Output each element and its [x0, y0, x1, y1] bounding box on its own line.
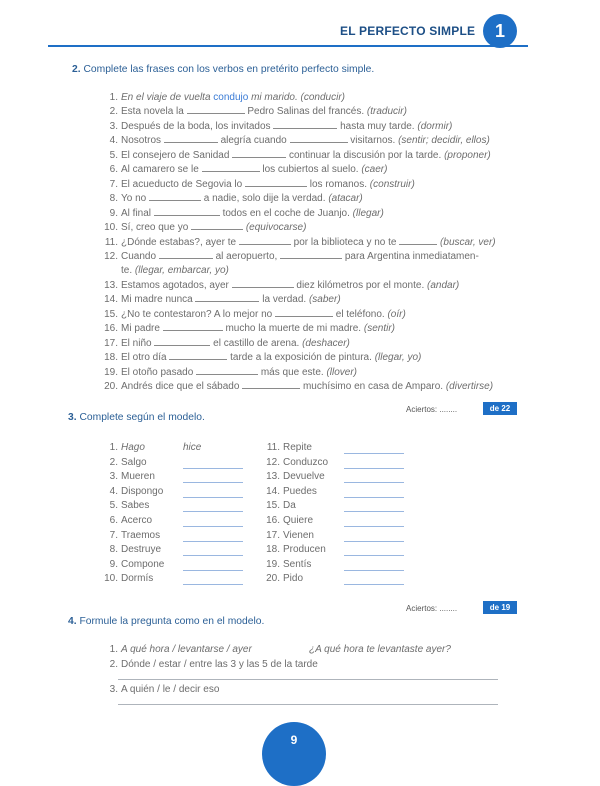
item-text: alegría cuando — [217, 135, 290, 147]
item-number: 6. — [109, 515, 118, 526]
verb-form: Sentís — [283, 558, 312, 570]
item-text: Estamos agotados, ayer — [121, 279, 232, 291]
exercise-2-item — [100, 207, 384, 221]
exercise-2-item — [100, 264, 229, 278]
verb-form: Destruye — [121, 544, 162, 556]
exercise-2-item — [100, 105, 407, 119]
exercise-3-item — [100, 456, 147, 470]
verb-form: Vienen — [283, 529, 314, 541]
answer-blank[interactable] — [154, 337, 210, 346]
item-text: Al final — [121, 207, 154, 219]
item-text: Mi padre — [121, 323, 163, 335]
answer-blank[interactable] — [169, 351, 227, 360]
item-text: El acueducto de Segovia lo — [121, 178, 245, 190]
exercise-2-item — [100, 178, 415, 192]
item-number: 20. — [104, 381, 118, 392]
verb-form: Pido — [283, 573, 304, 585]
item-number: 1. — [109, 442, 118, 453]
item-number: 6. — [109, 164, 118, 176]
item-number: 15. — [266, 500, 280, 512]
answer-blank[interactable] — [183, 511, 243, 512]
exercise-3-item — [100, 441, 145, 455]
verb-form: Puedes — [283, 485, 317, 497]
verb-form: Devuelve — [283, 471, 325, 483]
answer-blank[interactable] — [273, 120, 337, 129]
answer-blank[interactable] — [183, 555, 243, 556]
item-number: 11. — [266, 442, 280, 453]
exercise-2-item — [100, 236, 496, 250]
exercise-2-item — [100, 351, 421, 365]
item-text: En el viaje de vuelta — [121, 92, 214, 103]
exercise-3-item — [262, 558, 311, 572]
exercise-2-item — [100, 91, 345, 105]
exercise-3-item — [262, 485, 317, 499]
answer-line[interactable] — [118, 704, 498, 705]
item-text: hasta muy tarde. — [337, 120, 418, 132]
item-number: 9. — [109, 558, 118, 570]
answer-blank[interactable] — [344, 526, 404, 527]
verb-hint: (equivocarse) — [245, 222, 307, 234]
item-text: Sí, creo que yo — [121, 222, 192, 234]
exercise-2-item — [100, 149, 491, 163]
item-text: el castillo de arena. — [210, 337, 303, 349]
answer-blank[interactable] — [195, 293, 259, 302]
exercise-2-item — [100, 163, 387, 177]
item-number: 13. — [104, 279, 118, 291]
verb-hint: (buscar, ver) — [440, 236, 496, 248]
exercise-2-item — [100, 192, 363, 206]
answer-blank[interactable] — [344, 584, 404, 585]
verb-form: Acerco — [121, 515, 153, 526]
answer-blank[interactable] — [232, 279, 294, 288]
answer-blank[interactable] — [344, 482, 404, 483]
answer-blank[interactable] — [344, 453, 404, 454]
answer-blank[interactable] — [399, 236, 437, 245]
verb-form: Hago — [121, 442, 145, 453]
exercise-2-item — [100, 308, 406, 322]
exercise-2-item — [100, 250, 479, 264]
item-number: 8. — [109, 544, 118, 556]
chapter-number-badge: 1 — [483, 14, 517, 48]
page-number: 9 — [262, 722, 326, 786]
exercise-2-item — [100, 322, 395, 336]
item-number: 17. — [266, 529, 280, 541]
answer-blank[interactable] — [344, 541, 404, 542]
item-text: la verdad. — [259, 294, 309, 306]
answer-blank[interactable] — [183, 570, 243, 571]
item-number: 17. — [104, 337, 118, 349]
item-number: 18. — [266, 544, 280, 556]
exercise-2-item — [100, 366, 357, 380]
exercise-3-item — [100, 543, 161, 557]
exercise-4-title: 4. Formule la pregunta como en el modelo. — [68, 616, 265, 627]
exercise-3-item — [100, 499, 149, 513]
model-answer: condujo — [213, 92, 249, 103]
item-text: Cuando — [121, 250, 159, 262]
item-text: El consejero de Sanidad — [121, 149, 233, 161]
item-number: 16. — [104, 323, 118, 335]
item-text: El niño — [121, 337, 155, 349]
item-text: Al camarero se le — [121, 164, 202, 176]
exercise-2-score-total: de 22 — [483, 402, 517, 415]
exercise-3-score-label: Aciertos: ........ — [406, 604, 458, 613]
verb-hint: (atacar) — [328, 193, 363, 205]
exercise-3-item — [262, 572, 303, 586]
answer-blank[interactable] — [344, 570, 404, 571]
item-number: 14. — [104, 294, 118, 306]
item-text: Pedro Salinas del francés. — [244, 106, 367, 118]
verb-form: Dormís — [121, 573, 154, 585]
item-text: El otoño pasado — [121, 366, 197, 378]
verb-hint: (llegar) — [352, 207, 384, 219]
prompt-text: A qué hora / levantarse / ayer — [121, 644, 252, 655]
answer-blank[interactable] — [159, 250, 213, 259]
item-text: mucho la muerte de mi madre. — [222, 323, 364, 335]
exercise-3-item — [262, 543, 326, 557]
exercise-2-title: 2. Complete las frases con los verbos en pretérito perfecto simple. — [72, 64, 375, 75]
verb-form: Traemos — [121, 529, 161, 541]
item-number: 4. — [109, 485, 118, 497]
item-number: 11. — [104, 236, 118, 248]
verb-hint: (llegar, yo) — [374, 352, 422, 364]
item-number: 12. — [104, 250, 118, 262]
item-number: 16. — [266, 515, 280, 526]
verb-form: Quiere — [283, 515, 314, 526]
answer-blank[interactable] — [183, 526, 243, 527]
answer-blank[interactable] — [191, 221, 243, 230]
exercise-3-item — [262, 441, 312, 455]
chapter-title: EL PERFECTO SIMPLE — [340, 24, 476, 38]
exercise-3-item — [262, 456, 328, 470]
item-text: los cubiertos al suelo. — [259, 164, 362, 176]
verb-form: Compone — [121, 558, 165, 570]
answer-blank[interactable] — [275, 308, 333, 317]
answer-blank[interactable] — [183, 468, 243, 469]
verb-hint: (caer) — [361, 164, 388, 176]
item-text: los romanos. — [306, 178, 370, 190]
answer-blank[interactable] — [149, 192, 201, 201]
answer-blank[interactable] — [202, 163, 260, 172]
exercise-3-item — [100, 514, 152, 528]
exercise-4-item — [100, 644, 252, 655]
answer-blank[interactable] — [242, 380, 300, 389]
item-text: para Argentina inmediatamen- — [342, 250, 479, 262]
item-number: 18. — [104, 352, 118, 364]
verb-form: Repite — [283, 442, 312, 453]
item-text: muchísimo en casa de Amparo. — [300, 381, 446, 392]
verb-hint: (proponer) — [444, 149, 491, 161]
answer-blank[interactable] — [183, 497, 243, 498]
verb-hint: (sentir; decidir, ellos) — [398, 135, 490, 147]
model-answer: ¿A qué hora te levantaste ayer? — [309, 644, 451, 655]
item-text: El otro día — [121, 352, 170, 364]
item-number: 20. — [266, 573, 280, 585]
item-text: al aeropuerto, — [212, 250, 281, 262]
item-text: el teléfono. — [332, 308, 388, 320]
item-text: por la biblioteca y no te — [290, 236, 400, 248]
answer-blank[interactable] — [290, 134, 348, 143]
exercise-3-item — [100, 558, 164, 572]
exercise-3-item — [262, 470, 325, 484]
verb-hint: (dormir) — [417, 120, 453, 132]
answer-blank[interactable] — [154, 207, 220, 216]
answer-blank[interactable] — [344, 497, 404, 498]
item-number: 5. — [109, 149, 118, 161]
item-text: todos en el coche de Juanjo. — [219, 207, 353, 219]
exercise-3-item — [100, 529, 160, 543]
item-text: visitarnos. — [347, 135, 399, 147]
item-number: 10. — [104, 222, 118, 234]
item-text: te. — [121, 265, 135, 277]
verb-hint: (oír) — [387, 308, 406, 320]
verb-form: Mueren — [121, 471, 155, 483]
exercise-2-item — [100, 337, 350, 351]
answer-blank[interactable] — [245, 178, 307, 187]
item-number: 2. — [109, 106, 118, 118]
exercise-3-item — [100, 470, 155, 484]
exercise-2-item — [100, 221, 306, 235]
item-number: 9. — [109, 207, 118, 219]
exercise-3-score-total: de 19 — [483, 601, 517, 614]
answer-blank[interactable] — [187, 105, 245, 114]
item-text: Después de la boda, los invitados — [121, 120, 274, 132]
item-number: 4. — [109, 135, 118, 147]
exercise-3-item — [262, 514, 313, 528]
item-text: mi marido. (conducir) — [248, 92, 346, 103]
verb-hint: (divertirse) — [445, 381, 494, 392]
answer-blank[interactable] — [183, 541, 243, 542]
verb-hint: (andar) — [427, 279, 460, 291]
prompt-text: A quién / le / decir eso — [121, 684, 220, 695]
exercise-4-item — [100, 659, 318, 670]
answer-blank[interactable] — [232, 149, 286, 158]
exercise-3-item — [262, 499, 296, 513]
verb-form: Salgo — [121, 456, 147, 468]
answer-blank[interactable] — [183, 482, 243, 483]
item-text: ¿Dónde estabas?, ayer te — [121, 236, 239, 248]
verb-hint: (construir) — [369, 178, 415, 190]
exercise-2-item — [100, 380, 493, 394]
exercise-2-item — [100, 134, 490, 148]
item-number: 2. — [109, 456, 118, 468]
exercise-3-item — [262, 529, 314, 543]
item-number: 1. — [109, 644, 118, 655]
item-number: 3. — [109, 120, 118, 132]
model-answer: hice — [183, 442, 202, 453]
item-number: 15. — [104, 308, 118, 320]
item-number: 7. — [109, 178, 118, 190]
item-number: 1. — [109, 92, 118, 103]
answer-blank[interactable] — [280, 250, 342, 259]
verb-hint: (llegar, embarcar, yo) — [134, 265, 229, 277]
verb-hint: (llover) — [326, 366, 357, 378]
item-number: 7. — [109, 529, 118, 541]
verb-hint: (sentir) — [363, 323, 395, 335]
exercise-2-item — [100, 279, 459, 293]
verb-form: Sabes — [121, 500, 150, 512]
item-number: 2. — [109, 659, 118, 670]
item-text: más que este. — [258, 366, 327, 378]
answer-blank[interactable] — [164, 134, 218, 143]
item-number: 19. — [104, 366, 118, 378]
item-number: 3. — [109, 471, 118, 483]
exercise-3-item — [100, 572, 153, 586]
item-text: Nosotros — [121, 135, 164, 147]
answer-blank[interactable] — [183, 584, 243, 585]
answer-line[interactable] — [118, 679, 498, 680]
item-text: Esta novela la — [121, 106, 187, 118]
exercise-2-item — [100, 120, 452, 134]
item-text: Mi madre nunca — [121, 294, 196, 306]
item-number: 10. — [104, 573, 118, 585]
item-number: 12. — [266, 456, 280, 468]
item-number: 13. — [266, 471, 280, 483]
item-number: 5. — [109, 500, 118, 512]
item-text: diez kilómetros por el monte. — [293, 279, 428, 291]
exercise-3-item — [100, 485, 163, 499]
answer-blank[interactable] — [344, 511, 404, 512]
item-number: 3. — [109, 684, 118, 695]
item-text: tarde a la exposición de pintura. — [227, 352, 375, 364]
verb-hint: (traducir) — [366, 106, 407, 118]
item-text: continuar la discusión por la tarde. — [286, 149, 445, 161]
answer-blank[interactable] — [344, 555, 404, 556]
exercise-2-item — [100, 293, 341, 307]
item-text: ¿No te contestaron? A lo mejor no — [121, 308, 275, 320]
item-number: 14. — [266, 485, 280, 497]
exercise-3-title: 3. Complete según el modelo. — [68, 412, 205, 423]
header-rule — [48, 45, 528, 47]
verb-form: Producen — [283, 544, 326, 556]
item-text: a nadie, solo dije la verdad. — [201, 193, 329, 205]
item-text: Yo no — [121, 193, 149, 205]
item-number: 8. — [109, 193, 118, 205]
verb-hint: (deshacer) — [302, 337, 350, 349]
exercise-4-item — [100, 684, 219, 695]
answer-blank[interactable] — [163, 322, 223, 331]
answer-blank[interactable] — [344, 468, 404, 469]
prompt-text: Dónde / estar / entre las 3 y las 5 de la tarde — [121, 659, 318, 670]
verb-form: Dispongo — [121, 485, 164, 497]
item-number: 19. — [266, 558, 280, 570]
verb-form: Da — [283, 500, 296, 512]
exercise-2-score-label: Aciertos: ........ — [406, 405, 458, 414]
verb-hint: (saber) — [308, 294, 341, 306]
answer-blank[interactable] — [196, 366, 258, 375]
answer-blank[interactable] — [239, 236, 291, 245]
verb-form: Conduzco — [283, 456, 329, 468]
item-text: Andrés dice que el sábado — [121, 381, 243, 392]
